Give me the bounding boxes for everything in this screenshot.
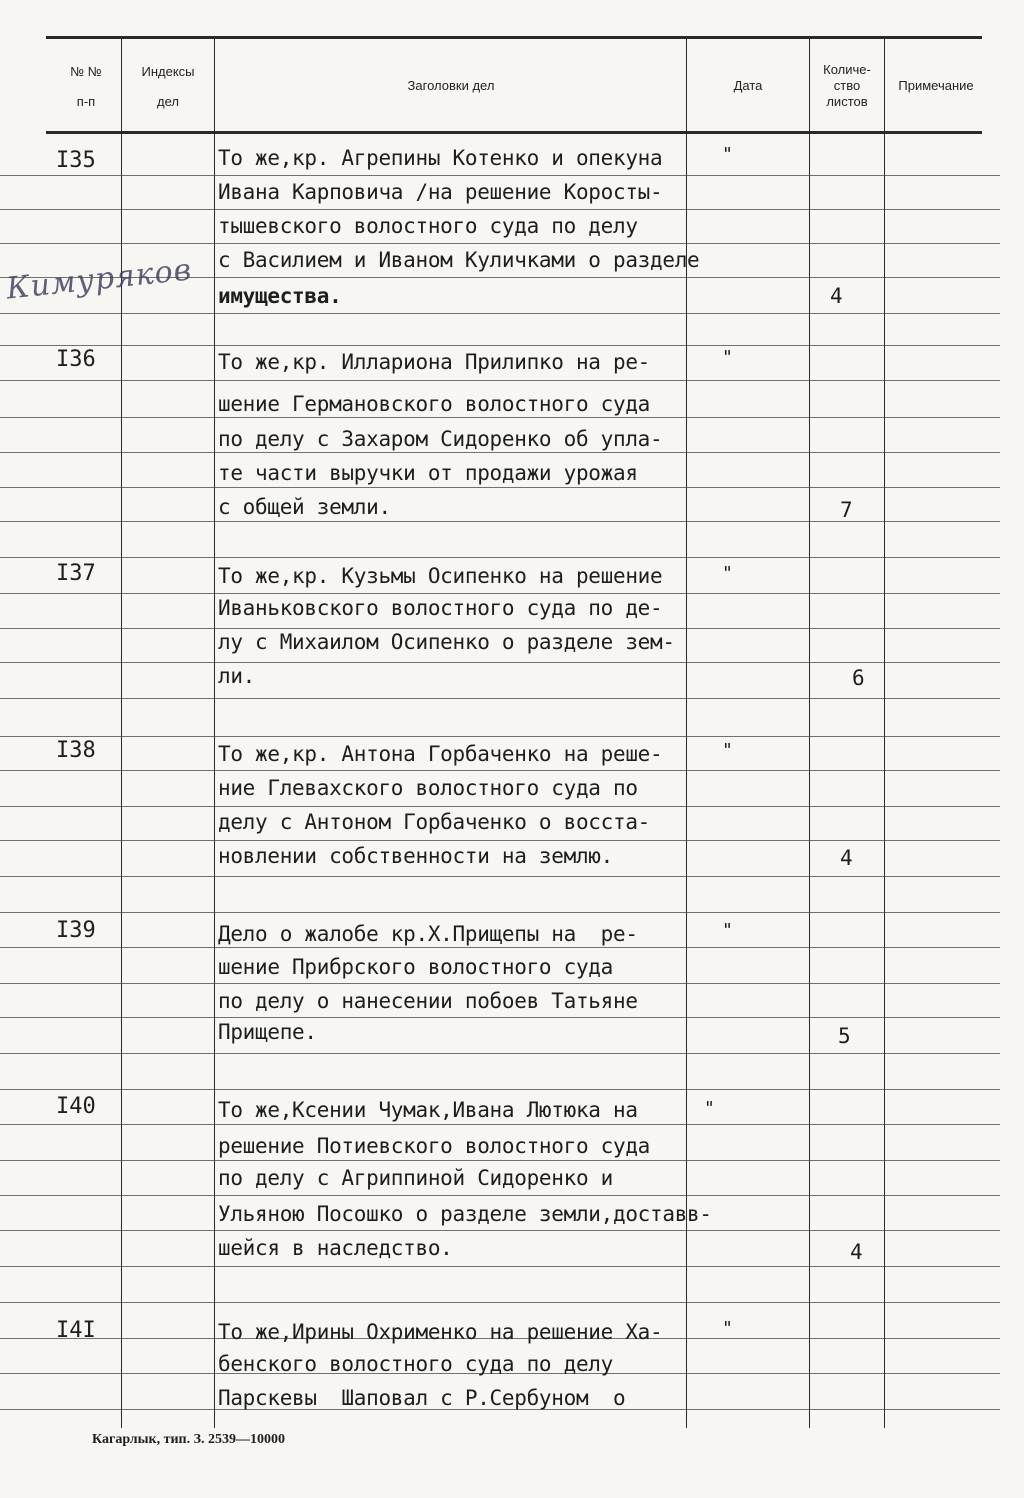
ruled-line xyxy=(0,698,1000,699)
header-date: Дата xyxy=(733,78,763,93)
header-title: Заголовки дел xyxy=(407,78,495,93)
header-bottom-rule xyxy=(46,131,982,134)
entry-title-line: То же,кр. Иллариона Прилипко на ре- xyxy=(218,350,651,374)
entry-sheet-count: 5 xyxy=(838,1024,851,1048)
ruled-line xyxy=(0,175,1000,176)
entry-title-line: ние Глевахского волостного суда по xyxy=(218,776,638,800)
ruled-line xyxy=(0,1053,1000,1054)
ruled-line xyxy=(0,1017,1000,1018)
ruled-line xyxy=(0,1089,1000,1090)
ruled-line xyxy=(0,1195,1000,1196)
entry-title-line: решение Потиевского волостного суда xyxy=(218,1134,651,1158)
entry-title-line: бенского волостного суда по делу xyxy=(218,1352,613,1376)
col-divider-1 xyxy=(121,38,122,1428)
ruled-line xyxy=(0,243,1000,244)
top-rule xyxy=(46,36,982,39)
header-sheets-1: Количе- xyxy=(823,62,871,77)
ruled-line xyxy=(0,380,1000,381)
entry-title-line: Прищепе. xyxy=(218,1020,317,1044)
header-sheets-2: ство xyxy=(833,78,861,93)
ruled-line xyxy=(0,452,1000,453)
col-divider-2 xyxy=(214,38,215,1428)
ruled-line xyxy=(0,806,1000,807)
ruled-line xyxy=(0,209,1000,210)
entry-sheet-count: 4 xyxy=(850,1240,863,1264)
col-divider-4 xyxy=(809,38,810,1428)
handwritten-note: Кимуряков xyxy=(4,252,194,307)
entry-number: I37 xyxy=(56,561,96,586)
entry-title-line: Ивана Карповича /на решение Коросты- xyxy=(218,180,663,204)
entry-title-line: те части выручки от продажи урожая xyxy=(218,461,638,485)
entry-title-line: То же,кр. Антона Горбаченко на реше- xyxy=(218,742,663,766)
entry-date: " xyxy=(722,347,733,368)
ruled-line xyxy=(0,912,1000,913)
entry-sheet-count: 7 xyxy=(840,498,853,522)
header-sheets-3: листов xyxy=(826,94,868,109)
entry-number: I38 xyxy=(56,738,96,763)
entry-sheet-count: 4 xyxy=(830,284,843,308)
entry-title-line: по делу с Захаром Сидоренко об упла- xyxy=(218,427,663,451)
entry-title-line: То же,Ирины Охрименко на решение Ха- xyxy=(218,1320,663,1344)
entry-title-line: тышевского волостного суда по делу xyxy=(218,214,638,238)
entry-title-line: То же,Ксении Чумак,Ивана Лютюка на xyxy=(218,1098,638,1122)
entry-sheet-count: 6 xyxy=(852,666,865,690)
entry-title-line: ли. xyxy=(218,664,256,688)
ruled-line xyxy=(0,313,1000,314)
printer-footer: Кагарлык, тип. З. 2539—10000 xyxy=(92,1432,286,1447)
entry-title-line: имущества. xyxy=(218,284,342,308)
ruled-line xyxy=(0,876,1000,877)
entry-title-line: Иваньковского волостного суда по де- xyxy=(218,596,663,620)
ruled-line xyxy=(0,1302,1000,1303)
entry-title-line: по делу о нанесении побоев Татьяне xyxy=(218,989,638,1013)
entry-number: I39 xyxy=(56,918,96,943)
entry-title-line: шейся в наследство. xyxy=(218,1236,453,1260)
ruled-line xyxy=(0,593,1000,594)
ruled-line xyxy=(0,487,1000,488)
ruled-line xyxy=(0,947,1000,948)
entry-number: I40 xyxy=(56,1094,96,1119)
ruled-line xyxy=(0,736,1000,737)
entry-title-line: по делу с Агриппиной Сидоренко и xyxy=(218,1166,613,1190)
ruled-line xyxy=(0,628,1000,629)
entry-date: " xyxy=(722,920,733,941)
ruled-line xyxy=(0,983,1000,984)
entry-title-line: новлении собственности на землю. xyxy=(218,844,613,868)
entry-title-line: с Василием и Иваном Куличками о разделе xyxy=(218,248,700,272)
entry-sheet-count: 4 xyxy=(840,846,853,870)
entry-title-line: шение Прибрского волостного суда xyxy=(218,955,613,979)
entry-number: I4I xyxy=(56,1318,96,1343)
entry-title-line: То же,кр. Кузьмы Осипенко на решение xyxy=(218,564,663,588)
entry-title-line: Ульяною Посошко о разделе земли,доставв- xyxy=(218,1202,712,1226)
ruled-line xyxy=(0,1124,1000,1125)
ruled-line xyxy=(0,840,1000,841)
ruled-line xyxy=(0,417,1000,418)
entry-title-line: делу с Антоном Горбаченко о восста- xyxy=(218,810,651,834)
entry-date: " xyxy=(722,1318,733,1339)
header-num-top: № № xyxy=(70,64,102,79)
header-note: Примечание xyxy=(898,78,974,93)
entry-title-line: То же,кр. Агрепины Котенко и опекуна xyxy=(218,146,663,170)
entry-number: I36 xyxy=(56,347,96,372)
entry-number: I35 xyxy=(56,148,96,173)
entry-title-line: Парскевы Шаповал с Р.Сербуном о xyxy=(218,1386,626,1410)
ruled-line xyxy=(0,557,1000,558)
entry-title-line: с общей земли. xyxy=(218,495,391,519)
entry-title-line: лу с Михаилом Осипенко о разделе зем- xyxy=(218,630,675,654)
header-num-bottom: п-п xyxy=(76,94,96,109)
entry-title-line: Дело о жалобе кр.Х.Прищепы на ре- xyxy=(218,922,638,946)
entry-date: " xyxy=(704,1098,715,1119)
entry-title-line: шение Германовского волостного суда xyxy=(218,392,651,416)
entry-date: " xyxy=(722,740,733,761)
entry-date: " xyxy=(722,563,733,584)
ruled-line xyxy=(0,1266,1000,1267)
ruled-line xyxy=(0,1230,1000,1231)
ruled-line xyxy=(0,345,1000,346)
entry-date: " xyxy=(722,144,733,165)
header-index-bottom: дел xyxy=(157,94,179,109)
ruled-line xyxy=(0,662,1000,663)
header-index-top: Индексы xyxy=(141,64,195,79)
ruled-line xyxy=(0,770,1000,771)
ruled-line xyxy=(0,1160,1000,1161)
col-divider-5 xyxy=(884,38,885,1428)
